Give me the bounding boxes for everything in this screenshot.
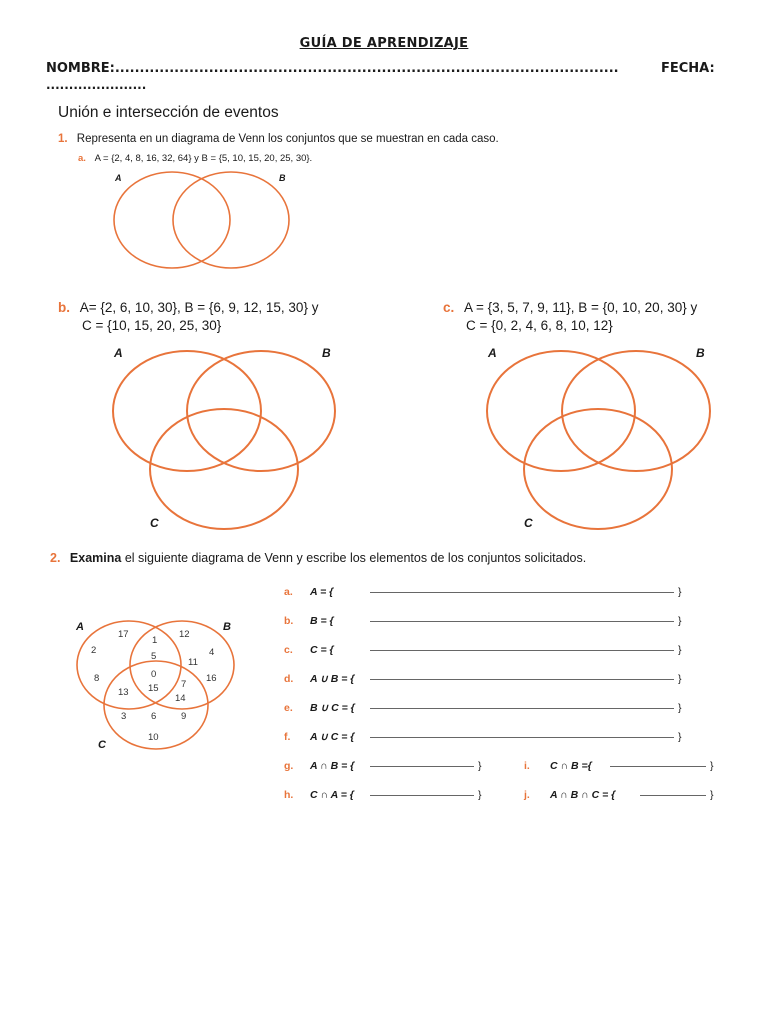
venn-1c-label-c: C [524,516,533,530]
venn-1a-circle-a [114,172,230,268]
venn-1a [114,172,289,268]
q1c-line2: C = {0, 2, 4, 6, 8, 10, 12} [466,318,613,333]
q1-number: 1. [58,133,68,145]
answer-g: g. A ∩ B = { } [284,760,482,772]
venn-q2-number: 2 [91,645,97,656]
section-title: Unión e intersección de eventos [58,104,279,121]
fecha-label: FECHA: [661,61,715,76]
venn-1b-label-c: C [150,516,159,530]
venn-1a-circle-b [173,172,289,268]
venn-q2-number: 11 [188,657,198,668]
venn-q2-number: 7 [181,679,187,690]
venn-1b-label-a: A [114,346,123,360]
answer-a: a. A = { } [284,586,682,598]
answer-b-line[interactable] [370,621,674,622]
venn-1b-label-b: B [322,346,331,360]
venn-1b [113,351,335,529]
venn-q2-number: 12 [179,629,190,640]
q1b-letter: b. [58,300,70,315]
venn-1a-label-a: A [115,173,122,183]
answer-e-line[interactable] [370,708,674,709]
q2-number: 2. [50,551,61,565]
venn-1c [487,351,710,529]
venn-q2-label-c: C [98,739,106,751]
q1a-text: A = {2, 4, 8, 16, 32, 64} y B = {5, 10, 15, 20, 25, 30}. [94,153,313,164]
venn-q2-number: 0 [151,669,157,680]
venn-q2-number: 4 [209,647,215,658]
venn-q2-number: 6 [151,711,157,722]
nombre-field[interactable]: NOMBRE:...................................................................................................... [46,61,619,76]
answer-h-line[interactable] [370,795,474,796]
venn-q2-number: 1 [152,635,158,646]
answer-i-line[interactable] [610,766,706,767]
fecha-field[interactable]: ...................... [46,78,147,92]
venn-1c-label-b: B [696,346,705,360]
answer-j: j. A ∩ B ∩ C = { } [524,789,714,801]
venn-q2-number: 3 [121,711,127,722]
venn-q2-number: 5 [151,651,157,662]
venn-1a-label-b: B [279,173,286,183]
answer-d-line[interactable] [370,679,674,680]
answer-j-line[interactable] [640,795,706,796]
page-title: GUÍA DE APRENDIZAJE [299,36,469,51]
q2-statement [50,551,586,565]
venn-q2-number: 15 [148,683,159,694]
venn-q2-number: 10 [148,732,159,743]
answer-f: f. A ∪ C = { } [284,731,682,743]
answer-g-line[interactable] [370,766,474,767]
answer-b: b. B = { } [284,615,682,627]
q2-bold: Examina [69,551,122,565]
q1c-line1: A = {3, 5, 7, 9, 11}, B = {0, 10, 20, 30} y [464,300,698,315]
answer-e: e. B ∪ C = { } [284,702,682,714]
venn-q2-number: 14 [175,693,186,704]
q2-text: el siguiente diagrama de Venn y escribe los elementos de los conjuntos solicitados. [121,551,587,565]
answer-i: i. C ∩ B ={ } [524,760,714,772]
answer-h: h. C ∩ A = { } [284,789,482,801]
q1c-letter: c. [443,300,455,315]
venn-q2-number: 17 [118,629,129,640]
q1b-line1: A= {2, 6, 10, 30}, B = {6, 9, 12, 15, 30} y [79,300,319,315]
answer-d: d. A ∪ B = { } [284,673,682,685]
answer-f-line[interactable] [370,737,674,738]
answer-a-line[interactable] [370,592,674,593]
venn-q2-number: 16 [206,673,217,684]
q1b-line2: C = {10, 15, 20, 25, 30} [82,318,222,333]
venn-1c-label-a: A [488,346,497,360]
venn-q2-number: 9 [181,711,187,722]
venn-q2-circle-a [77,621,181,709]
q1-text: Representa en un diagrama de Venn los conjuntos que se muestran en cada caso. [76,133,499,145]
q1a-letter: a. [78,153,86,164]
venn-q2-label-b: B [223,621,231,633]
answer-c-line[interactable] [370,650,674,651]
venn-q2-label-a: A [76,621,84,633]
venn-q2-number: 13 [118,687,129,698]
answer-c: c. C = { } [284,644,682,656]
venn-q2-number: 8 [94,673,100,684]
